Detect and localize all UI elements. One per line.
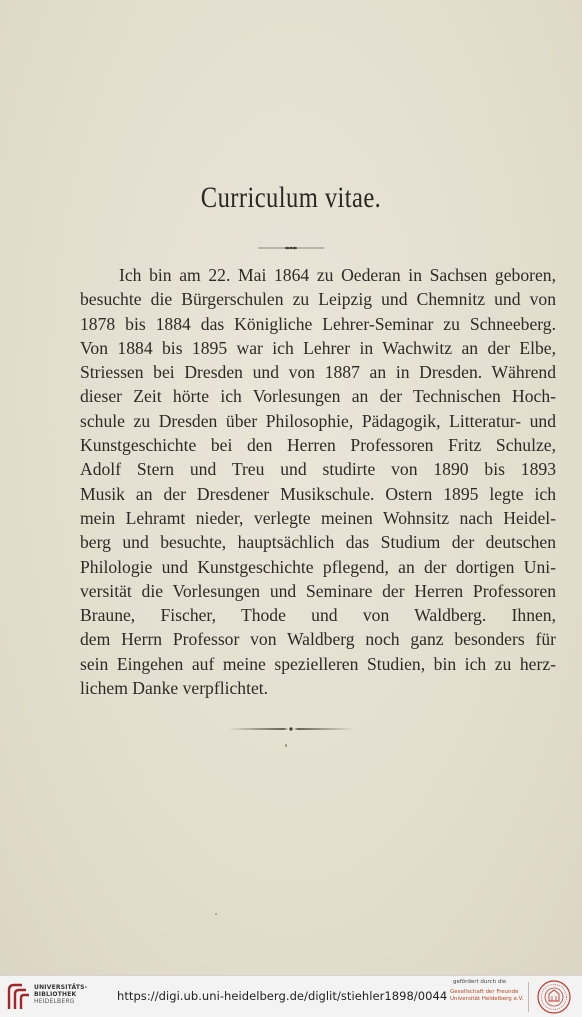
library-name[interactable] xyxy=(34,984,87,1005)
library-name-line: HEIDELBERG xyxy=(34,998,75,1005)
text-line: berg und besuchte, hauptsächlich das Studium der deutschen xyxy=(80,532,556,553)
small-ornament-icon xyxy=(256,244,326,252)
text-line: Braune, Fischer, Thode und von Waldberg. Ihnen, xyxy=(80,605,556,626)
sponsor-name: Gesellschaft der Freunde xyxy=(450,989,519,995)
text-line: Adolf Stern und Treu und studirte von 1890 bis 1893 xyxy=(80,459,556,480)
text-line: dem Herrn Professor von Waldberg noch ganz besonders für xyxy=(80,629,556,650)
viewer-footer xyxy=(0,975,582,1017)
footer-divider xyxy=(528,982,529,1012)
university-seal-icon xyxy=(537,980,571,1014)
page-title: Curriculum vitae. xyxy=(200,181,382,214)
text-line: Von 1884 bis 1895 war ich Lehrer in Wachwitz an der Elbe, xyxy=(80,337,556,358)
end-ornament-icon xyxy=(226,724,356,734)
text-line: mein Lehramt nieder, verlegte meinen Wohnsitz nach Heidel- xyxy=(80,507,556,528)
sponsor-credit[interactable] xyxy=(450,979,523,1003)
library-name-line: UNIVERSITÄTS- xyxy=(34,984,88,991)
paper-speck xyxy=(285,744,287,747)
end-ornament xyxy=(0,719,582,738)
text-line: besuchte die Bürgerschulen zu Leipzig und Chemnitz und von xyxy=(80,289,556,310)
library-name-line: BIBLIOTHEK xyxy=(34,991,77,998)
text-line: sein Eingehen auf meine spezielleren Studien, bin ich zu herz- xyxy=(80,653,556,674)
text-line: lichem Danke verpflichtet. xyxy=(80,678,269,699)
sponsor-name: Universität Heidelberg e.V. xyxy=(450,996,524,1002)
text-line: Ich bin am 22. Mai 1864 zu Oederan in Sachsen geboren, xyxy=(119,265,556,285)
text-line: Musik an der Dresdener Musikschule. Ostern 1895 legte ich xyxy=(80,483,556,504)
text-line: Kunstgeschichte bei den Herren Professoren Fritz Schulze, xyxy=(80,435,556,456)
text-line: Philologie und Kunstgeschichte pflegend, an der dortigen Uni- xyxy=(80,556,556,577)
text-line: schule zu Dresden über Philosophie, Pädagogik, Litteratur- und xyxy=(80,410,556,431)
permalink-url[interactable]: https://digi.ub.uni-heidelberg.de/diglit/stiehler1898/0044 xyxy=(117,989,448,1003)
title-ornament xyxy=(0,237,582,256)
paper-speck xyxy=(215,913,217,915)
university-library-logo-icon[interactable] xyxy=(6,982,31,1011)
body-text xyxy=(80,263,556,700)
text-line: Striessen bei Dresden und von 1887 an in Dresden. Während xyxy=(80,362,556,383)
text-line: dieser Zeit hörte ich Vorlesungen an der Technischen Hoch- xyxy=(80,386,556,407)
text-line: versität die Vorlesungen und Seminare der Herren Professoren xyxy=(80,580,556,601)
sponsor-heading: gefördert durch die xyxy=(453,979,507,985)
text-line: 1878 bis 1884 das Königliche Lehrer-Seminar zu Schneeberg. xyxy=(80,313,556,334)
